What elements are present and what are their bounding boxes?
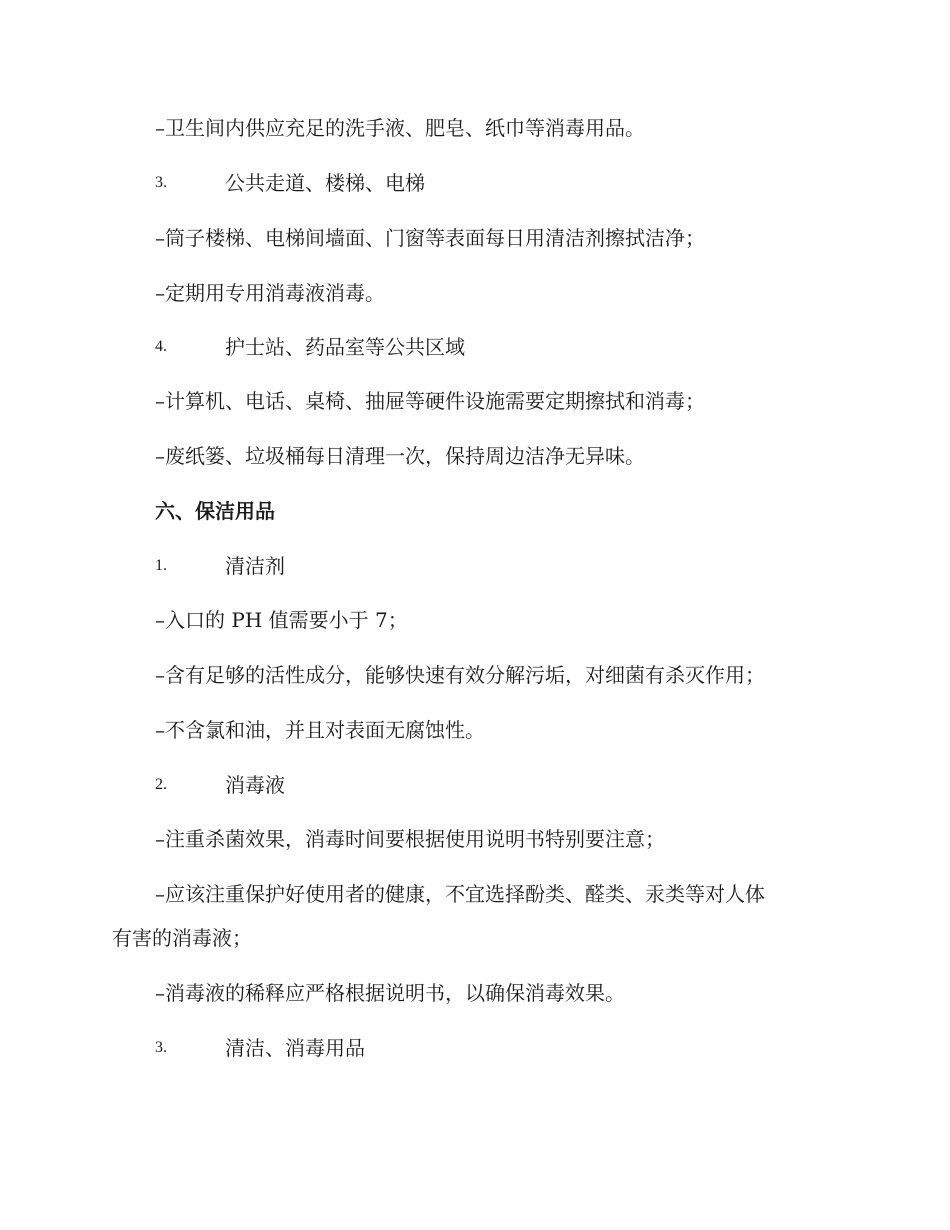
continuation-line: 有害的消毒液；: [112, 926, 252, 950]
item-number: 3.: [155, 1039, 167, 1056]
item-number: 2.: [155, 776, 167, 793]
item-number: 4.: [155, 338, 167, 355]
item-title: 清洁剂: [225, 554, 285, 578]
bullet-line: –不含氯和油，并且对表面无腐蚀性。: [155, 718, 485, 742]
section-heading: 六、保洁用品: [155, 499, 275, 523]
item-title: 护士站、药品室等公共区域: [225, 335, 465, 359]
bullet-line: –注重杀菌效果，消毒时间要根据使用说明书特别要注意；: [155, 827, 665, 851]
bullet-line: –入口的 PH 值需要小于 7；: [155, 608, 408, 632]
bullet-line: –筒子楼梯、电梯间墙面、门窗等表面每日用清洁剂擦拭洁净；: [155, 226, 705, 250]
item-title: 公共走道、楼梯、电梯: [225, 171, 425, 195]
item-number: 3.: [155, 174, 167, 191]
item-title: 清洁、消毒用品: [225, 1036, 365, 1060]
bullet-line: –消毒液的稀释应严格根据说明书，以确保消毒效果。: [155, 981, 625, 1005]
item-title: 消毒液: [225, 773, 285, 797]
bullet-line: –废纸篓、垃圾桶每日清理一次，保持周边洁净无异味。: [155, 444, 645, 468]
bullet-line: –应该注重保护好使用者的健康，不宜选择酚类、醛类、汞类等对人体: [155, 882, 765, 906]
bullet-line: –含有足够的活性成分，能够快速有效分解污垢，对细菌有杀灭作用；: [155, 663, 765, 687]
item-number: 1.: [155, 557, 167, 574]
bullet-line: –计算机、电话、桌椅、抽屉等硬件设施需要定期擦拭和消毒；: [155, 389, 705, 413]
bullet-line: –卫生间内供应充足的洗手液、肥皂、纸巾等消毒用品。: [155, 116, 645, 140]
bullet-line: –定期用专用消毒液消毒。: [155, 281, 385, 305]
